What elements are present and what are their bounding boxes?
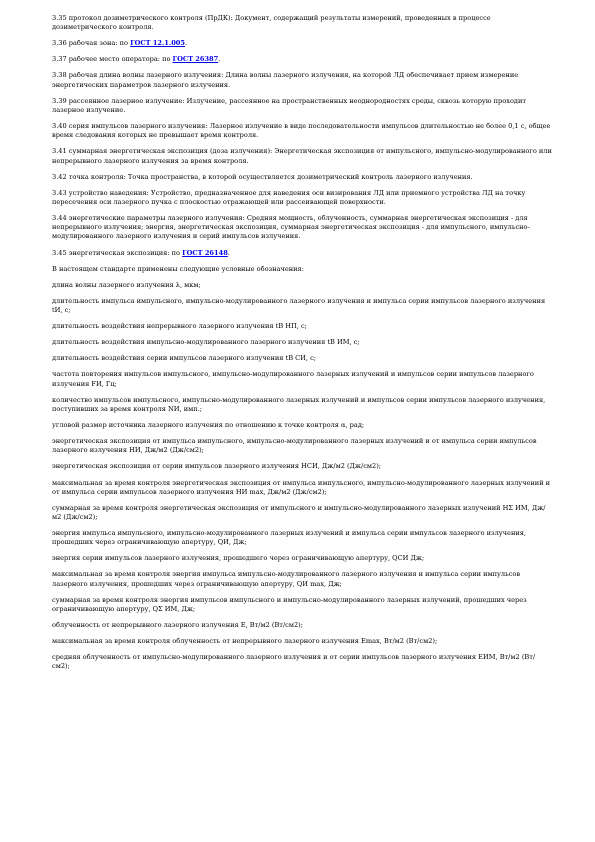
paragraph: 3.44 энергетические параметры лазерного излучения: Средняя мощность, облученность, суммарная энергетическая экспозиция - для непрерывного излучения; энергия, энергетическая экспозиция, суммарная энергетическая экспозиция - для импульсного, импульсно-модулированного лазерного излучения и серий импульсов излучения.: [52, 214, 530, 241]
paragraph: В настоящем стандарте применены следующие условные обозначения:: [52, 264, 304, 273]
paragraph: энергия импульса импульсного, импульсно-модулированного лазерных излучений и импульса серии импульсов лазерного излучения, прошедших через ограничивающую апертуру, QИ, Дж;: [52, 529, 526, 547]
paragraph: максимальная за время контроля облученность от непрерывного лазерного излучения Emax, Вт/м2 (Вт/см2);: [52, 637, 438, 646]
paragraph: суммарная за время контроля энергия импульсов импульсного и импульсно-модулированного лазерных излучений, прошедших через ограничивающую апертуру, QΣ ИМ, Дж;: [52, 595, 527, 613]
standard-link[interactable]: ГОСТ 26387: [172, 55, 219, 64]
paragraph-punctuation: .: [218, 55, 221, 64]
paragraph: 3.43 устройство наведения: Устройство, предназначенное для наведения оси визирования ЛД или приемного устройства ЛД на точку пересечения оси лазерного пучка с плоскостью отражающей или рассеивающей поверхности.: [52, 188, 526, 206]
paragraph: 3.39 рассеянное лазерное излучение: Излучение, рассеянное на пространственных неоднородностях среды, сквозь которую проходит лазерное излучение.: [52, 96, 527, 114]
paragraph: длина волны лазерного излучения λ, мкм;: [52, 280, 201, 289]
paragraph-text: 3.37 рабочее место оператора: по: [52, 55, 173, 64]
paragraph: энергия серии импульсов лазерного излучения, прошедшего через ограничивающую апертуру, QСИ Дж;: [52, 554, 425, 563]
paragraph: энергетическая экспозиция от импульса импульсного, импульсно-модулированного лазерных излучений и от импульса серии импульсов лазерного излучения HИ, Дж/м2 (Дж/см2);: [52, 437, 537, 455]
paragraph: [52, 39, 552, 48]
paragraph: суммарная за время контроля энергетическая экспозиция от импульсного и импульсно-модулированного лазерных излучений HΣ ИМ, Дж/м2 (Дж/см2);: [52, 503, 546, 521]
paragraph: облученность от непрерывного лазерного излучения E, Вт/м2 (Вт/см2);: [52, 621, 303, 630]
document-body: [52, 14, 552, 679]
paragraph-text: 3.36 рабочая зона: по: [52, 39, 131, 48]
paragraph: энергетическая экспозиция от серии импульсов лазерного излучения HСИ, Дж/м2 (Дж/см2);: [52, 462, 382, 471]
standard-link[interactable]: ГОСТ 12.1.005: [130, 39, 185, 48]
paragraph: угловой размер источника лазерного излучения по отношению к точке контроля α, рад;: [52, 421, 365, 430]
paragraph: длительность воздействия импульсно-модулированного лазерного излучения tВ ИМ, с;: [52, 338, 360, 347]
paragraph: длительность воздействия серии импульсов лазерного излучения tВ СИ, с;: [52, 354, 317, 363]
paragraph: длительность воздействия непрерывного лазерного излучения tВ НП, с;: [52, 322, 307, 331]
paragraph: частота повторения импульсов импульсного, импульсно-модулированного лазерных излучений и импульсов серии импульсов лазерного излучения FИ, Гц;: [52, 370, 534, 388]
paragraph: 3.38 рабочая длина волны лазерного излучения: Длина волны лазерного излучения, на которой ЛД обеспечивает прием измерение энергетических параметров лазерного излучения.: [52, 71, 519, 89]
paragraph: средняя облученность от импульсно-модулированного лазерного излучения и от серии импульсов лазерного излучения EИМ, Вт/м2 (Вт/см2);: [52, 653, 536, 671]
paragraph: 3.42 точка контроля: Точка пространства, в которой осуществляется дозиметрический контроль лазерного излучения.: [52, 172, 473, 181]
paragraph: максимальная за время контроля энергетическая экспозиция от импульса импульсного, импульсно-модулированного лазерных излучений и от импульса серии импульсов лазерного излучения HИ max, Дж/м2 (Дж/см2);: [52, 478, 551, 496]
paragraph: [52, 249, 552, 258]
paragraph-text: 3.45 энергетическая экспозиция: по: [52, 248, 183, 257]
paragraph: максимальная за время контроля энергия импульса импульсно-модулированного лазерного излучения и импульса серии импульсов лазерного излучения, прошедших через ограничивающую апертуру, QИ max, Дж;: [52, 570, 521, 588]
paragraph: длительность импульса импульсного, импульсно-модулированного лазерного излучения и импульса серии импульсов лазерного излучения tИ, с;: [52, 296, 546, 315]
paragraph: 3.41 суммарная энергетическая экспозиция (доза излучения): Энергетическая экспозиция от импульсного, импульсно-модулированного или непрерывного лазерного излучения за время контроля.: [52, 147, 552, 165]
paragraph: 3.40 серия импульсов лазерного излучения: Лазерное излучение в виде последовательности импульсов длительностью не более 0,1 с, общее время следования которых не превышает время контроля.: [52, 122, 551, 140]
paragraph-punctuation: .: [184, 39, 188, 48]
paragraph: количество импульсов импульсного, импульсно-модулированного лазерных излучений и импульсов серии импульсов лазерного излучения, поступивших за время контроля NИ, имп.;: [52, 395, 546, 413]
standard-link[interactable]: ГОСТ 26148: [182, 248, 228, 257]
paragraph-punctuation: .: [227, 248, 230, 257]
paragraph: 3.35 протокол дозиметрического контроля (ПрДК): Документ, содержащий результаты измерений, проведенных в процессе дозиметрического контроля.: [52, 14, 491, 32]
paragraph: [52, 55, 552, 64]
